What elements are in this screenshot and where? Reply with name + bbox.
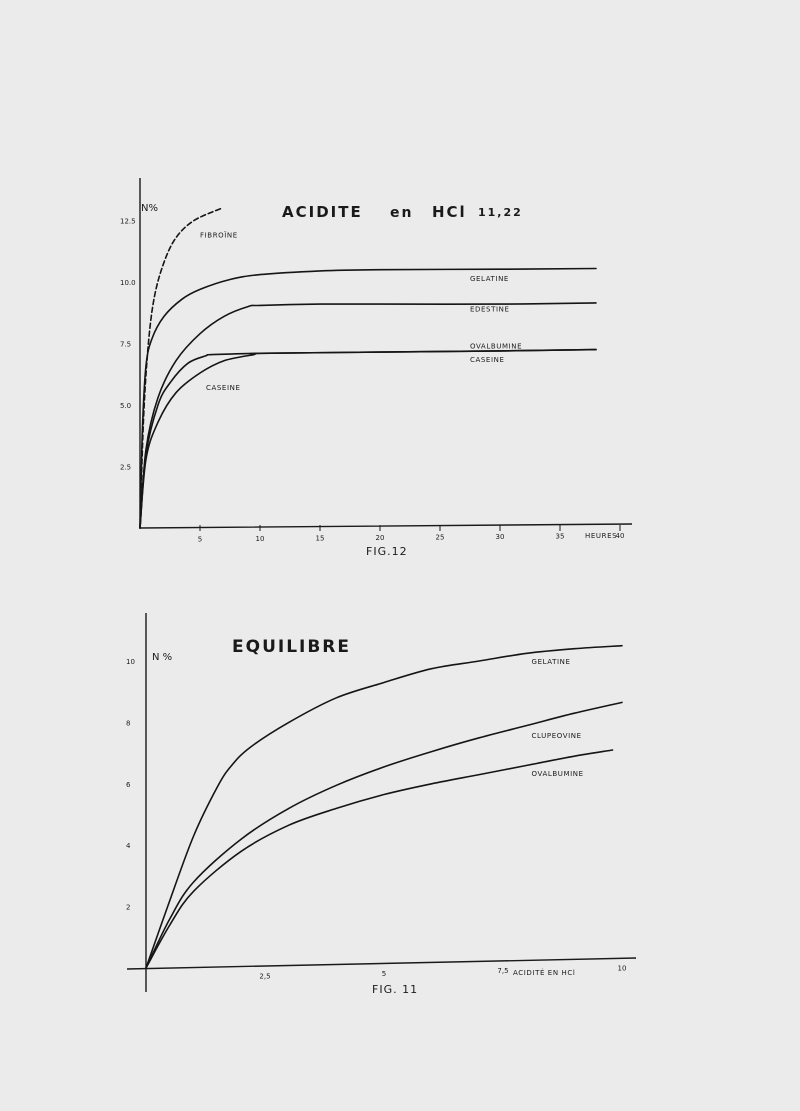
equilibre-title: EQUILIBRE: [232, 637, 352, 657]
equilibre-x-axis: [127, 958, 636, 969]
acidite-x-tick-label: 30: [495, 533, 505, 542]
equilibre-y-tick-label: 6: [126, 780, 131, 789]
equilibre-curve-label-clupeovine: CLUPEOVINE: [531, 731, 582, 740]
acidite-title-value: 11,22: [478, 206, 523, 219]
equilibre-y-tick-label: 8: [126, 719, 131, 728]
equilibre-figure-label: FIG. 11: [372, 983, 419, 996]
acidite-title-en: en: [390, 205, 414, 221]
acidite-y-tick-label: 10.0: [120, 279, 136, 287]
acidite-chart: [120, 178, 632, 558]
acidite-curve-label-fibroine: FIBROÏNE: [200, 231, 238, 240]
equilibre-x-tick-label: 5: [381, 969, 387, 978]
equilibre-y-tick-label: 2: [126, 903, 131, 912]
acidite-curve-label-caseine: CASEINE: [206, 384, 241, 393]
acidite-curve-label-caseine: CASEINE: [470, 355, 505, 364]
equilibre-x-tick-label: 2,5: [259, 972, 271, 981]
acidite-x-axis-label: HEURES: [585, 532, 618, 540]
acidite-title-hcl: HCl: [432, 203, 467, 221]
equilibre-y-tick-label: 10: [126, 658, 135, 666]
acidite-curve-label-ovalbumine: OVALBUMINE: [470, 342, 523, 351]
acidite-y-tick-label: 7.5: [120, 340, 132, 349]
acidite-series-ovalbumine: [140, 350, 596, 528]
acidite-series-gelatine: [140, 269, 596, 529]
equilibre-curve-label-gelatine: GELATINE: [531, 658, 571, 667]
acidite-x-tick-label: 25: [435, 533, 445, 542]
acidite-x-tick-label: 35: [555, 532, 565, 541]
equilibre-series-gelatine: [146, 646, 622, 968]
equilibre-y-tick-label: 4: [126, 842, 131, 851]
acidite-y-tick-label: 12.5: [120, 217, 136, 226]
equilibre-x-tick-label: 10: [617, 964, 627, 973]
equilibre-x-tick-label: 7,5: [497, 967, 509, 976]
acidite-curve-label-edestine: EDESTINE: [470, 305, 510, 314]
acidite-title-main: ACIDITE: [282, 203, 363, 221]
equilibre-x-axis-label: ACIDITÉ EN HCl: [513, 969, 576, 977]
acidite-y-tick-label: 2.5: [120, 463, 132, 472]
acidite-series-edestine: [140, 303, 596, 528]
acidite-series-caseine: [140, 350, 596, 528]
equilibre-series-clupeovine: [146, 702, 622, 968]
equilibre-curve-label-ovalbumine: OVALBUMINE: [531, 770, 584, 779]
acidite-curve-label-gelatine: GELATINE: [470, 274, 509, 283]
acidite-x-tick-label: 5: [197, 535, 203, 544]
acidite-x-tick-label: 20: [375, 534, 385, 543]
acidite-y-tick-label: 5.0: [120, 402, 132, 410]
equilibre-y-axis-label: N %: [152, 652, 173, 663]
acidite-marks: [120, 208, 624, 543]
acidite-y-axis-label: N%: [141, 203, 158, 214]
acidite-axes: [140, 178, 632, 528]
acidite-x-tick-label: 40: [615, 532, 625, 541]
acidite-figure-label: FIG.12: [366, 545, 408, 558]
acidite-x-tick-label: 10: [255, 535, 265, 544]
equilibre-marks: [126, 646, 626, 981]
acidite-x-tick-label: 15: [315, 534, 325, 543]
equilibre-chart: [126, 613, 636, 996]
